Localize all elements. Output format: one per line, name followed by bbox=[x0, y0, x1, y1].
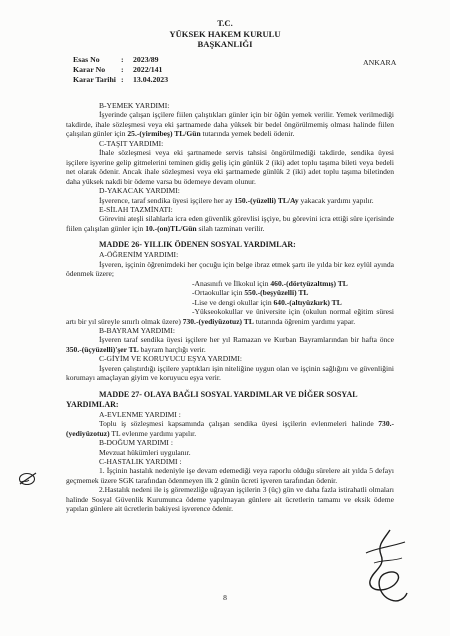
evlenme-heading: A-EVLENME YARDIMI : bbox=[99, 409, 181, 419]
giyim-paragraph: İşveren çalıştırdığı işçilere yaptıkları işin niteliğine uygun olan ve işçinin sağlığını ve güvenliğini korumayı amaçlayan giyim ve koruyucu eşya verir. bbox=[66, 363, 394, 383]
evlenme-amount: 730.-(yediyüzotuz) bbox=[66, 419, 394, 438]
tarih-value: 13.04.2023 bbox=[133, 75, 169, 85]
giyim-heading: C-GİYİM VE KORUYUCU EŞYA YARDIMI: bbox=[99, 354, 242, 364]
evlenme-text-b: TL evlenme yardımı yapılır. bbox=[109, 428, 197, 438]
silah-heading: E-SİLAH TAZMİNATI: bbox=[99, 204, 173, 214]
bayram-heading: B-BAYRAM YARDIMI: bbox=[99, 325, 175, 335]
bayram-paragraph bbox=[66, 335, 394, 354]
bayram-text-a: İşveren taraf sendika üyesi işçilere her yıl Ramazan ve Kurban Bayramlarından bir hafta önce bbox=[99, 335, 394, 345]
item-amount: 640.-(altıyüzkırk) TL bbox=[273, 297, 342, 307]
yemek-text-a: İşyerinde çalışan işçilere fiilen çalıştıkları günler için bir öğün yemek verilir. Yemek verilmediği takdirde, ihale sözleşmesi veya eki şartnamede daha yüksek bir bedel öngörülmemiş olması halinde fiilen çalışılan günler için bbox=[66, 110, 394, 139]
item-text: -Anasınıfı ve İlkokul için bbox=[192, 278, 271, 288]
ogrenim-item-universite bbox=[66, 307, 394, 326]
university-amount: 730.-(yediyüzotuz) TL bbox=[182, 316, 254, 326]
yemek-heading: B-YEMEK YARDIMI: bbox=[99, 101, 170, 110]
header-tc: T.C. bbox=[217, 18, 233, 28]
hastalik-heading: C-HASTALIK YARDIMI : bbox=[99, 456, 182, 466]
yakacak-text-a: İşverence, taraf sendika üyesi işçilere her ay bbox=[99, 195, 235, 205]
esas-colon: : bbox=[121, 55, 124, 64]
document-body bbox=[66, 101, 394, 514]
yemek-amount: 25.-(yirmibeş) TL/Gün bbox=[127, 129, 201, 139]
ogrenim-intro: İşveren, işçinin öğrenimdeki her çocuğu için belge ibraz etmek şartı ile yılda bir kez eylül ayında ödenmek üzere; bbox=[66, 259, 394, 279]
header-institution: YÜKSEK HAKEM KURULU bbox=[169, 28, 281, 39]
item-amount: 550.-(beşyüzelli) TL bbox=[244, 288, 309, 298]
ogrenim-item-ortaokul bbox=[66, 288, 394, 297]
madde-27-title-line1: MADDE 27- OLAYA BAĞLI SOSYAL YARDIMLAR VE DİĞER SOSYAL bbox=[99, 389, 358, 399]
bayram-text-b: bayram harçlığı verir. bbox=[138, 344, 206, 354]
item-amount: 460.-(dörtyüzaltmış) TL bbox=[270, 278, 348, 288]
hastalik-paragraph-2: 2.Hastalık nedeni ile iş göremezliğe uğrayan işçilerin 3 (üç) gün ve daha fazla istirahatli olmaları halinde Sosyal Güvenlik Kurumunca ödeme yapılmayan günlere ait ücretlerin tamamı ve eksik ödeme yapılan günlere ait ücretlerin bakiyesi işverence ödenir. bbox=[66, 485, 394, 514]
case-info bbox=[73, 55, 168, 85]
karar-value: 2022/141 bbox=[133, 65, 163, 75]
tarih-row bbox=[73, 75, 168, 85]
esas-row bbox=[73, 55, 168, 65]
silah-paragraph bbox=[66, 214, 394, 233]
evlenme-text-a: Toplu iş sözleşmesi kapsamında çalışan sendika üyesi işçilerin evlenmeleri halinde bbox=[99, 419, 379, 429]
item-text: -Ortaokullar için bbox=[192, 288, 245, 298]
yakacak-paragraph bbox=[66, 196, 394, 205]
silah-text-a: Görevini ateşli silahlarla icra eden güvenlik görevlisi işçiye, bu görevini icra ettiği süre içerisinde fiilen çalışılan günler için bbox=[66, 214, 394, 233]
document-header bbox=[0, 18, 450, 50]
ogrenim-item-lise bbox=[66, 298, 394, 307]
hastalik-paragraph-1: 1. İşçinin hastalık nedeniyle işe devam edemediği veya raporlu olduğu sürelere ait yılda 5 defayı geçmemek üzere SGK tarafından ödenmeyen ilk 2 günün ücreti işveren tarafından ödenir. bbox=[66, 466, 394, 485]
ogrenim-item-anasinifi bbox=[66, 279, 394, 288]
madde-26-title: MADDE 26- YILLIK ÖDENEN SOSYAL YARDIMLAR: bbox=[99, 240, 296, 250]
dogum-heading: B-DOĞUM YARDIMI : bbox=[99, 438, 173, 448]
yakacak-text-b: yakacak yardımı yapılır. bbox=[298, 195, 374, 205]
city-name: ANKARA bbox=[363, 58, 397, 67]
page-number: 8 bbox=[223, 593, 227, 602]
esas-value: 2023/89 bbox=[133, 55, 159, 64]
karar-label: Karar No bbox=[73, 65, 106, 75]
ogrenim-heading: A-ÖĞRENİM YARDIMI: bbox=[99, 250, 179, 260]
madde-27-title-line2: YARDIMLAR: bbox=[66, 399, 119, 409]
yemek-paragraph bbox=[66, 110, 394, 138]
silah-amount: 10.-(on)TL/Gün bbox=[145, 223, 197, 233]
silah-text-b: silah tazminatı verilir. bbox=[196, 223, 265, 233]
handwritten-margin-mark-icon bbox=[17, 471, 39, 487]
yakacak-amount: 150.-(yüzelli) TL/Ay bbox=[234, 195, 299, 205]
esas-label: Esas No bbox=[73, 55, 100, 64]
bayram-amount: 350.-(üçyüzelli)'şer TL bbox=[66, 344, 139, 354]
header-department: BAŞKANLIĞI bbox=[197, 39, 253, 50]
yakacak-heading: D-YAKACAK YARDIMI: bbox=[99, 186, 180, 196]
madde-27-title bbox=[66, 390, 394, 410]
tasit-paragraph: İhale sözleşmesi veya eki şartnamede servis tahsisi öngörülmediği takdirde, sendika üyesi işçilere işyerine gelip gitmelerini teminen gidiş geliş için günlük 2 (iki) adet toplu taşıma bileti veya bedeli net olarak ödenir. Ancak ihale sözleşmesi veya eki şartnamede günlük 2 (iki) adet toplu taşıma biletinden daha yüksek nakdi bir ödeme varsa bu ödemeye devam olunur. bbox=[66, 148, 394, 186]
dogum-paragraph: Mevzuat hükümleri uygulanır. bbox=[99, 447, 191, 457]
karar-row bbox=[73, 65, 168, 75]
university-text-a: -Yükseokokullar ve üniversite için (okulun normal eğitim süresi artı bir yıl süreyle sınırlı olmak üzere) bbox=[66, 307, 394, 326]
item-text: -Lise ve dengi okullar için bbox=[192, 297, 274, 307]
tarih-label: Karar Tarihi bbox=[73, 75, 116, 85]
tarih-colon: : bbox=[121, 75, 124, 85]
yemek-text-b: tutarında yemek bedeli ödenir. bbox=[200, 129, 295, 139]
university-text-b: tutarında öğrenim yardımı yapar. bbox=[253, 316, 356, 326]
evlenme-paragraph bbox=[66, 419, 394, 438]
karar-colon: : bbox=[121, 65, 124, 75]
tasit-heading: C-TAŞIT YARDIMI: bbox=[99, 138, 164, 148]
